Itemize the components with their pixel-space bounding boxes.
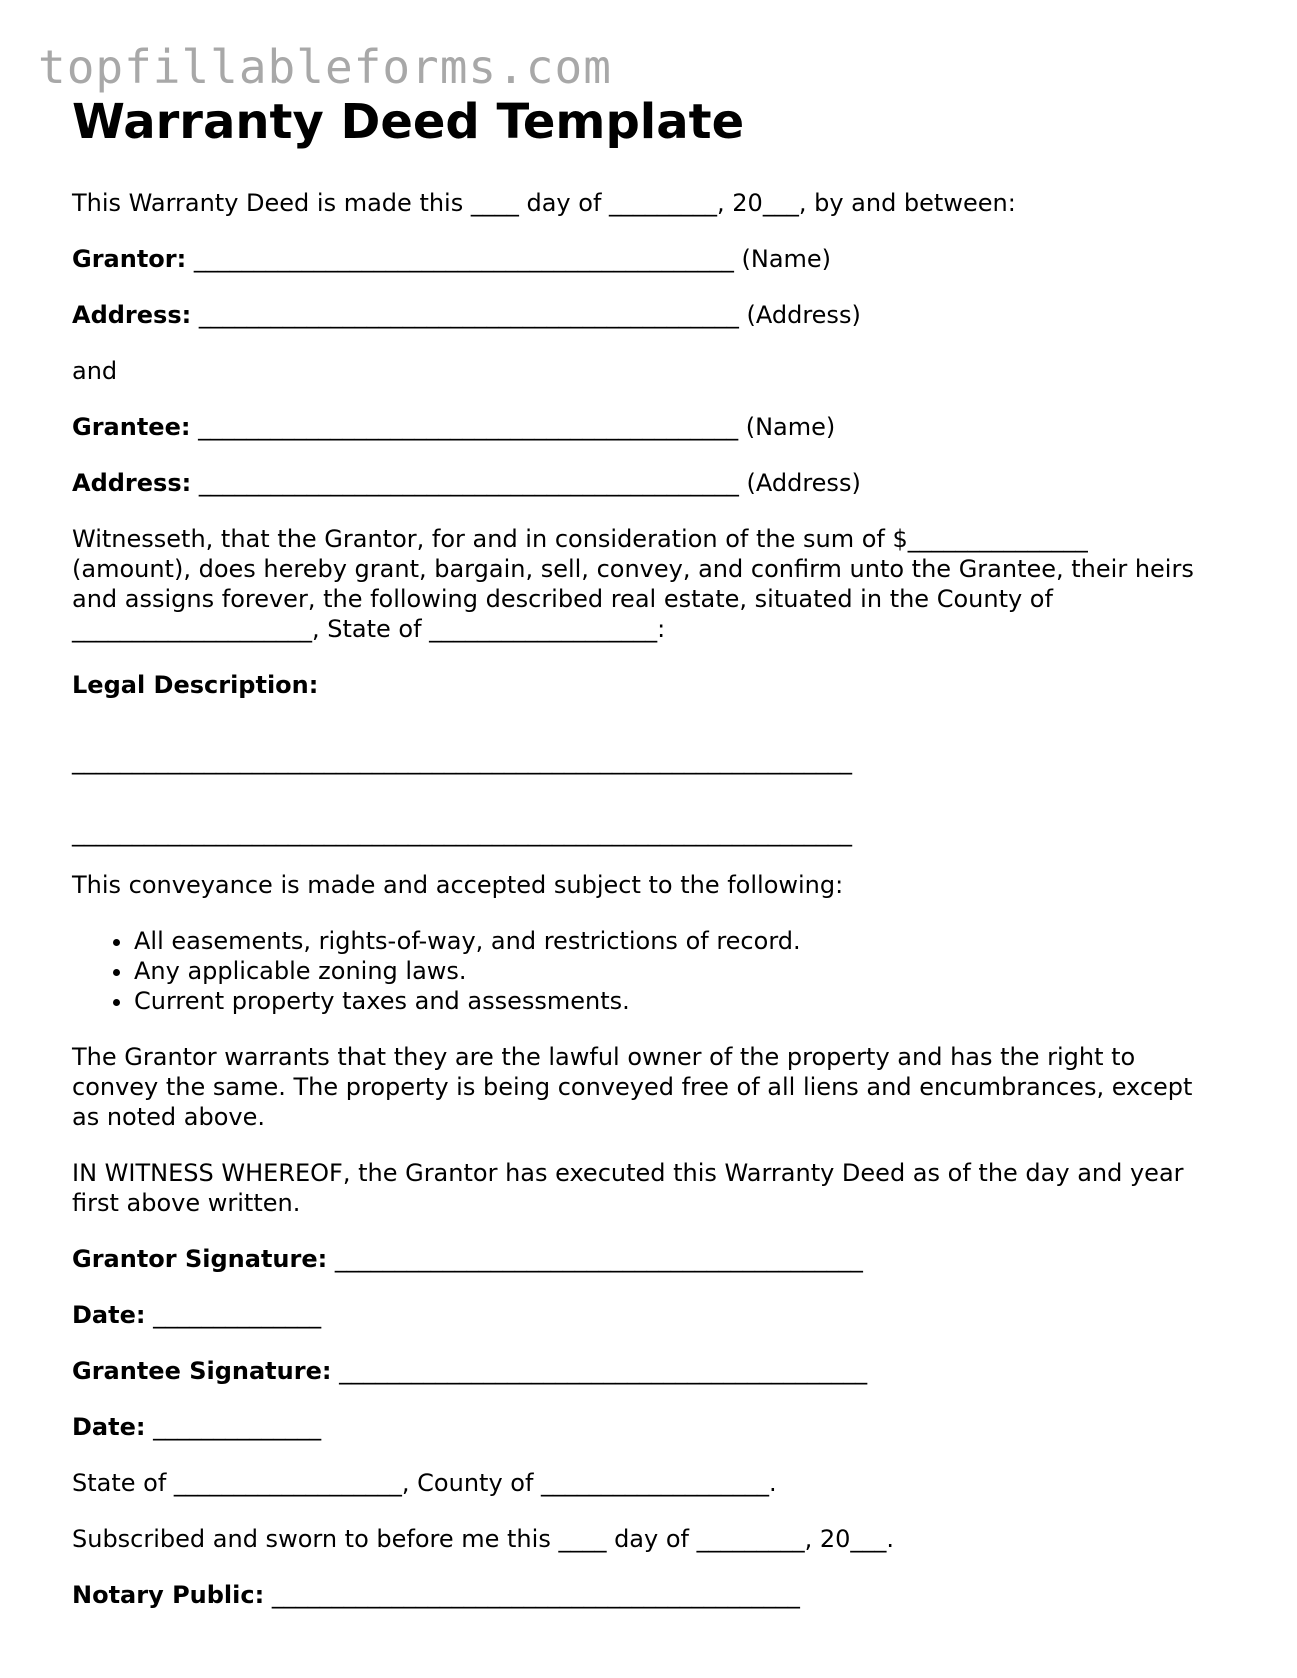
legal-description-label bbox=[72, 670, 1212, 700]
grantor-signature-blank[interactable]: ____________________________________________ bbox=[334, 1245, 863, 1273]
grantee-signature-field[interactable] bbox=[72, 1356, 1212, 1386]
watermark: topfillableforms.com bbox=[38, 40, 612, 94]
witness-paragraph: IN WITNESS WHEREOF, the Grantor has executed this Warranty Deed as of the day and year first above written. bbox=[72, 1159, 1184, 1217]
grantee-field[interactable] bbox=[72, 412, 1212, 442]
grantor-hint: (Name) bbox=[741, 245, 832, 273]
grantee-name-blank[interactable]: _____________________________________________ bbox=[198, 413, 739, 441]
intro-paragraph: This Warranty Deed is made this ____ day of _________, 20___, by and between: bbox=[72, 189, 1016, 217]
grantee-hint: (Name) bbox=[745, 413, 836, 441]
grantor-signature-label: Grantor Signature: bbox=[72, 1245, 328, 1273]
state-county-line: State of ___________________, County of ___________________. bbox=[72, 1469, 777, 1497]
grantee-signature-label: Grantee Signature: bbox=[72, 1357, 332, 1385]
grantee-address-field[interactable] bbox=[72, 468, 1212, 498]
grantor-signature-field[interactable] bbox=[72, 1244, 1212, 1274]
grantee-label: Grantee: bbox=[72, 413, 191, 441]
and-text: and bbox=[72, 357, 118, 385]
grantor-date-field[interactable] bbox=[72, 1300, 1212, 1330]
subscribed-line: Subscribed and sworn to before me this ____ day of _________, 20___. bbox=[72, 1525, 895, 1553]
legal-description-line[interactable]: _________________________________________________________________ bbox=[72, 747, 852, 775]
notary-blank[interactable]: ____________________________________________ bbox=[271, 1581, 800, 1609]
grantee-address-label: Address: bbox=[72, 469, 192, 497]
grantor-name-blank[interactable]: _____________________________________________ bbox=[193, 245, 734, 273]
conditions-list bbox=[72, 926, 1212, 1016]
grantee-date-label: Date: bbox=[72, 1413, 146, 1441]
document-page bbox=[72, 90, 1212, 1636]
grantor-address-blank[interactable]: _____________________________________________ bbox=[198, 301, 739, 329]
grantee-date-blank[interactable]: ______________ bbox=[153, 1413, 322, 1441]
grantor-label: Grantor: bbox=[72, 245, 187, 273]
conveyance-intro: This conveyance is made and accepted subject to the following: bbox=[72, 871, 844, 899]
grantor-address-field[interactable] bbox=[72, 300, 1212, 330]
notary-label: Notary Public: bbox=[72, 1581, 265, 1609]
grantor-date-blank[interactable]: ______________ bbox=[153, 1301, 322, 1329]
grantor-address-label: Address: bbox=[72, 301, 192, 329]
list-item: • All easements, rights-of-way, and restrictions of record. bbox=[134, 926, 1212, 956]
witnesseth-paragraph: Witnesseth, that the Grantor, for and in consideration of the sum of $_______________ (amount), does hereby grant, bargain, sell, convey, and confirm unto the Grantee, their heirs and assigns forever, the following described real estate, situated in the County of ____________________, State of ___________________: bbox=[72, 525, 1194, 643]
grantee-signature-blank[interactable]: ____________________________________________ bbox=[339, 1357, 868, 1385]
document-title: Warranty Deed Template bbox=[72, 94, 745, 150]
legal-description-heading: Legal Description: bbox=[72, 671, 319, 699]
grantor-field[interactable] bbox=[72, 244, 1212, 274]
warranty-paragraph: The Grantor warrants that they are the lawful owner of the property and has the right to convey the same. The property is being conveyed free of all liens and encumbrances, except as noted above. bbox=[72, 1043, 1193, 1131]
grantee-date-field[interactable] bbox=[72, 1412, 1212, 1442]
legal-description-line[interactable]: _________________________________________________________________ bbox=[72, 819, 852, 847]
list-item: • Any applicable zoning laws. bbox=[134, 956, 1212, 986]
notary-field[interactable] bbox=[72, 1580, 1212, 1610]
grantee-address-blank[interactable]: _____________________________________________ bbox=[198, 469, 739, 497]
grantor-date-label: Date: bbox=[72, 1301, 146, 1329]
list-item: • Current property taxes and assessments. bbox=[134, 986, 1212, 1016]
grantee-address-hint: (Address) bbox=[746, 469, 861, 497]
grantor-address-hint: (Address) bbox=[746, 301, 861, 329]
